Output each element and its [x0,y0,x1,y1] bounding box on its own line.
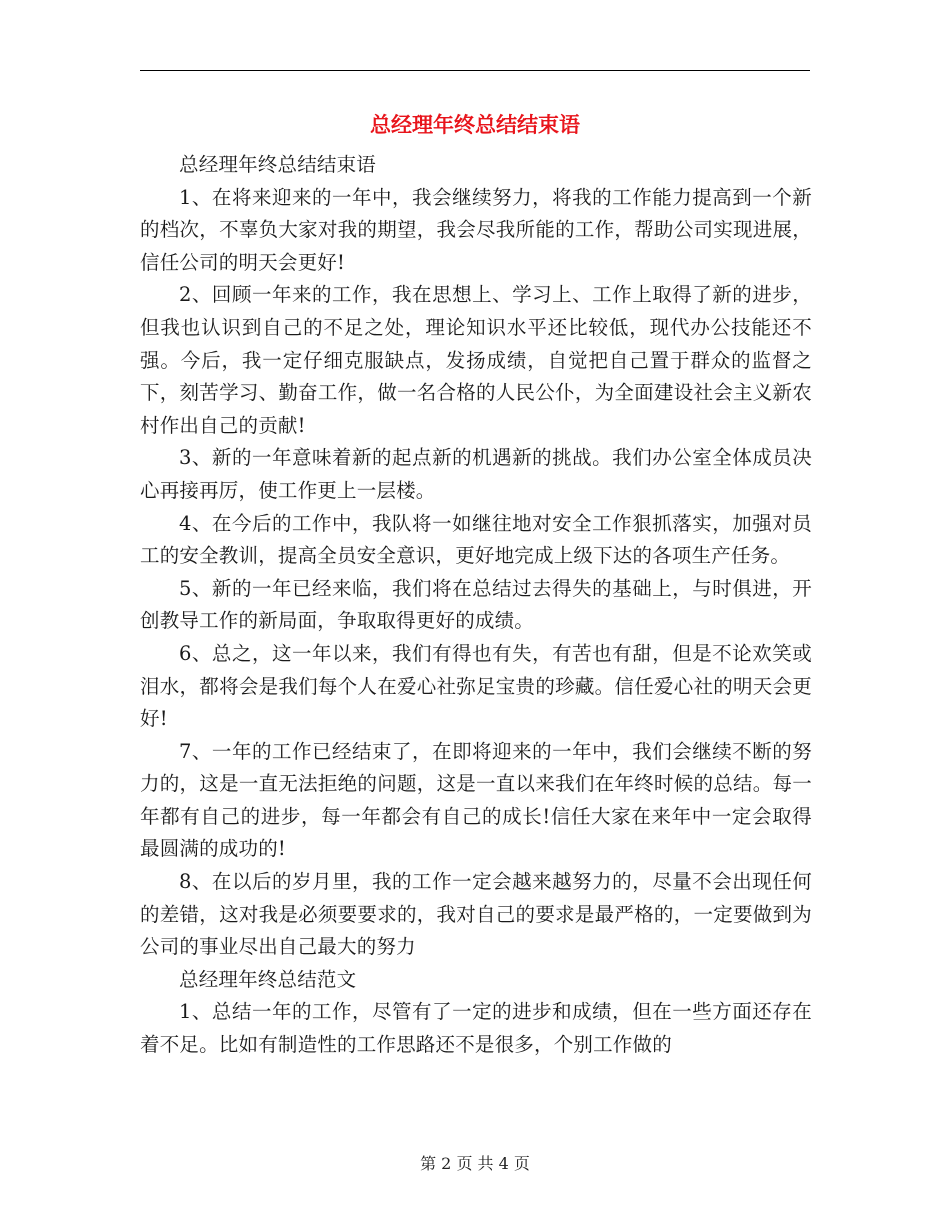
paragraph: 5、新的一年已经来临，我们将在总结过去得失的基础上，与时俱进，开创教导工作的新局面，争取取得更好的成绩。 [140,576,812,633]
paragraph: 1、在将来迎来的一年中，我会继续努力，将我的工作能力提高到一个新的档次，不辜负大家对我的期望，我会尽我所能的工作，帮助公司实现进展，信任公司的明天会更好! [140,185,812,274]
header-rule [140,70,810,71]
paragraph: 3、新的一年意味着新的起点新的机遇新的挑战。我们办公室全体成员决心再接再厉，使工作更上一层楼。 [140,446,812,502]
paragraph: 2、回顾一年来的工作，我在思想上、学习上、工作上取得了新的进步，但我也认识到自己的不足之处，理论知识水平还比较低，现代办公技能还不强。今后，我一定仔细克服缺点，发扬成绩，自觉把自己置于群众的监督之下，刻苦学习、勤奋工作，做一名合格的人民公仆，为全面建设社会主义新农村作出自己的贡献! [140,283,812,437]
document-body [140,149,812,1062]
section-heading: 总经理年终总结结束语 [179,153,377,176]
paragraph: 6、总之，这一年以来，我们有得也有失，有苦也有甜，但是不论欢笑或泪水，都将会是我们每个人在爱心社弥足宝贵的珍藏。信任爱心社的明天会更好! [140,641,812,731]
paragraph: 7、一年的工作已经结束了，在即将迎来的一年中，我们会继续不断的努力的，这是一直无法拒绝的问题，这是一直以来我们在年终时候的总结。每一年都有自己的进步，每一年都会有自己的成长!信任大家在来年中一定会取得最圆满的成功的! [140,739,812,861]
paragraph: 4、在今后的工作中，我队将一如继往地对安全工作狠抓落实，加强对员工的安全教训，提高全员安全意识，更好地完成上级下达的各项生产任务。 [140,511,812,568]
document-title: 总经理年终总结结束语 [370,113,580,137]
paragraph: 1、总结一年的工作，尽管有了一定的进步和成绩，但在一些方面还存在着不足。比如有制造性的工作思路还不是很多，个别工作做的 [140,1000,812,1057]
paragraph: 8、在以后的岁月里，我的工作一定会越来越努力的，尽量不会出现任何的差错，这对我是必须要要求的，我对自己的要求是最严格的，一定要做到为公司的事业尽出自己最大的努力 [140,870,812,959]
page-footer: 第 2 页 共 4 页 [420,1154,530,1173]
section-heading: 总经理年终总结范文 [179,967,357,991]
